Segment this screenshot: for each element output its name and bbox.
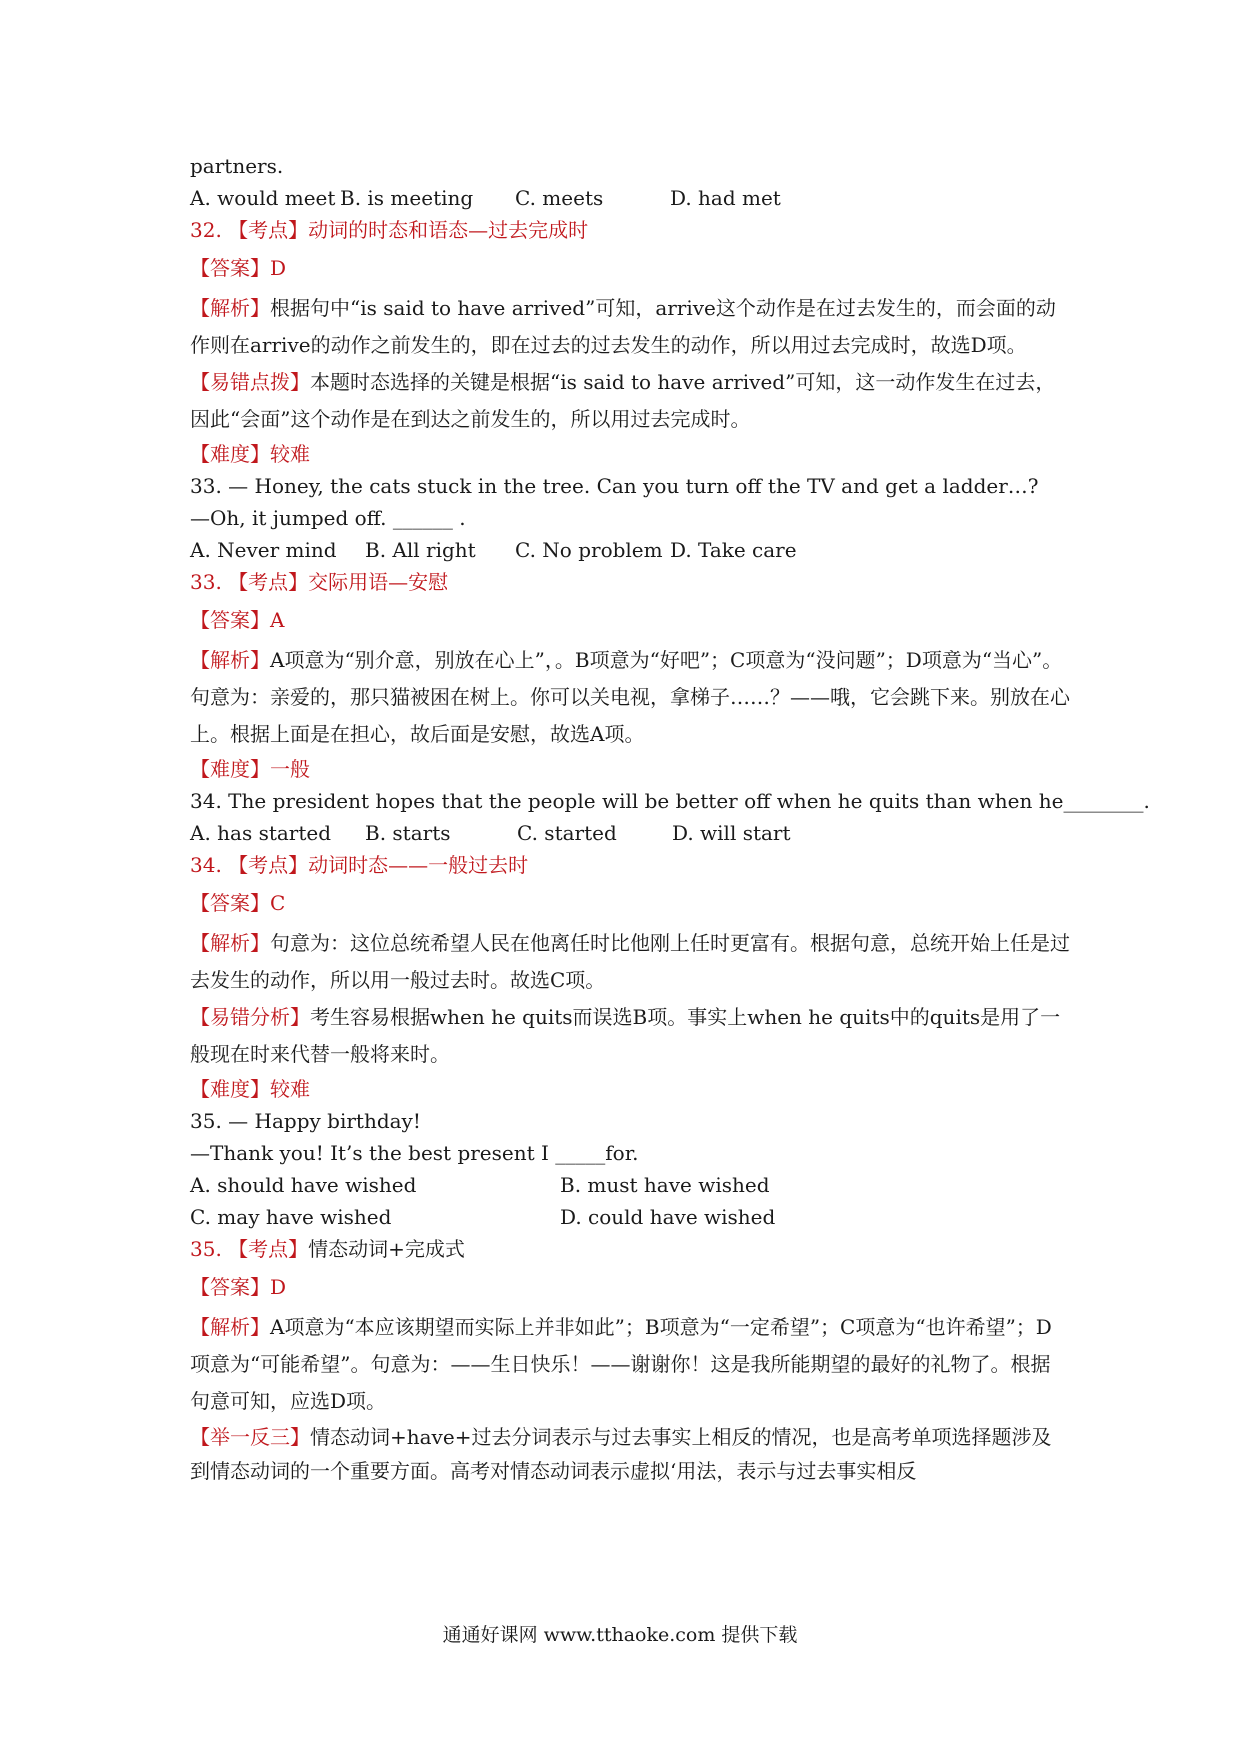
q35-option-b: B. must have wished	[560, 1173, 770, 1197]
document-body	[190, 150, 1150, 1488]
q35-reply: —Thank you! It’s the best present I _____for.	[190, 1141, 639, 1165]
a35-analysis: 【解析】A项意为“本应该期望而实际上并非如此”；B项意为“一定希望”；C项意为“也许希望”；D项意为“可能希望”。句意为：——生日快乐！——谢谢你！这是我所能期望的最好的礼物了。根据句意可知，应选D项。	[190, 1315, 1052, 1413]
q34-option-c: C. started	[517, 821, 617, 845]
q31-option-c: C. meets	[515, 186, 604, 210]
q31-option-a: A. would meet	[190, 186, 336, 210]
a33-kaodian: 33. 【考点】交际用语—安慰	[190, 570, 449, 594]
q35-option-a: A. should have wished	[190, 1173, 417, 1197]
q33-option-c: C. No problem	[515, 538, 663, 562]
a33-answer: 【答案】A	[190, 608, 285, 632]
a35-extension: 【举一反三】情态动词+have+过去分词表示与过去事实上相反的情况，也是高考单项选择题涉及到情态动词的一个重要方面。高考对情态动词表示虚拟‘用法，表示与过去事实相反	[190, 1425, 1052, 1483]
a34-answer: 【答案】C	[190, 891, 286, 915]
q34-options	[190, 817, 1070, 849]
q31-option-d: D. had met	[670, 186, 781, 210]
q34-option-a: A. has started	[190, 821, 332, 845]
q35-options-row2	[190, 1201, 1070, 1233]
q35-question: 35. — Happy birthday!	[190, 1109, 421, 1133]
a35-answer: 【答案】D	[190, 1275, 287, 1299]
q33-options	[190, 534, 1070, 566]
q33-option-a: A. Never mind	[190, 538, 337, 562]
q31-options	[190, 182, 1070, 214]
a33-analysis: 【解析】A项意为“别介意，别放在心上”，。B项意为“好吧”；C项意为“没问题”；D项意为“当心”。 句意为：亲爱的，那只猫被困在树上。你可以关电视，拿梯子……？——哦，它会跳下来。别放在心上。根据上面是在担心，故后面是安慰，故选A项。	[190, 648, 1070, 746]
a34-kaodian: 34. 【考点】动词时态——一般过去时	[190, 853, 529, 877]
a35-kaodian: 35. 【考点】情态动词+完成式	[190, 1237, 465, 1261]
q31-tail: partners.	[190, 154, 284, 178]
q34-question: 34. The president hopes that the people will be better off when he quits than when he________.	[190, 789, 1150, 813]
q33-question: 33. — Honey, the cats stuck in the tree. Can you turn off the TV and get a ladder…?	[190, 474, 1039, 498]
q35-options-row1	[190, 1169, 1070, 1201]
q33-option-d: D. Take care	[670, 538, 797, 562]
q34-option-b: B. starts	[365, 821, 451, 845]
a32-kaodian: 32. 【考点】动词的时态和语态—过去完成时	[190, 218, 589, 242]
q33-reply: —Oh, it jumped off. ______ .	[190, 506, 466, 530]
q33-option-b: B. All right	[365, 538, 476, 562]
q34-option-d: D. will start	[672, 821, 791, 845]
q35-option-d: D. could have wished	[560, 1205, 776, 1229]
a32-difficulty: 【难度】较难	[190, 442, 310, 466]
a34-difficulty: 【难度】较难	[190, 1077, 310, 1101]
a32-answer: 【答案】D	[190, 256, 287, 280]
a33-difficulty: 【难度】一般	[190, 757, 310, 781]
q31-option-b: B. is meeting	[340, 186, 474, 210]
q35-option-c: C. may have wished	[190, 1205, 392, 1229]
a32-analysis: 【解析】根据句中“is said to have arrived”可知，arrive这个动作是在过去发生的，而会面的动作则在arrive的动作之前发生的，即在过去的过去发生的动作，所以用过去完成时，故选D项。	[190, 296, 1056, 357]
a34-error-analysis: 【易错分析】考生容易根据when he quits而误选B项。事实上when he quits中的quits是用了一般现在时来代替一般将来时。	[190, 1005, 1061, 1066]
a34-analysis: 【解析】句意为：这位总统希望人民在他离任时比他刚上任时更富有。根据句意，总统开始上任是过去发生的动作，所以用一般过去时。故选C项。	[190, 931, 1070, 992]
page-footer: 通通好课网 www.tthaoke.com 提供下载	[442, 1624, 798, 1646]
a32-error-tip: 【易错点拨】本题时态选择的关键是根据“is said to have arrived”可知，这一动作发生在过去，因此“会面”这个动作是在到达之前发生的，所以用过去完成时。	[190, 370, 1056, 431]
